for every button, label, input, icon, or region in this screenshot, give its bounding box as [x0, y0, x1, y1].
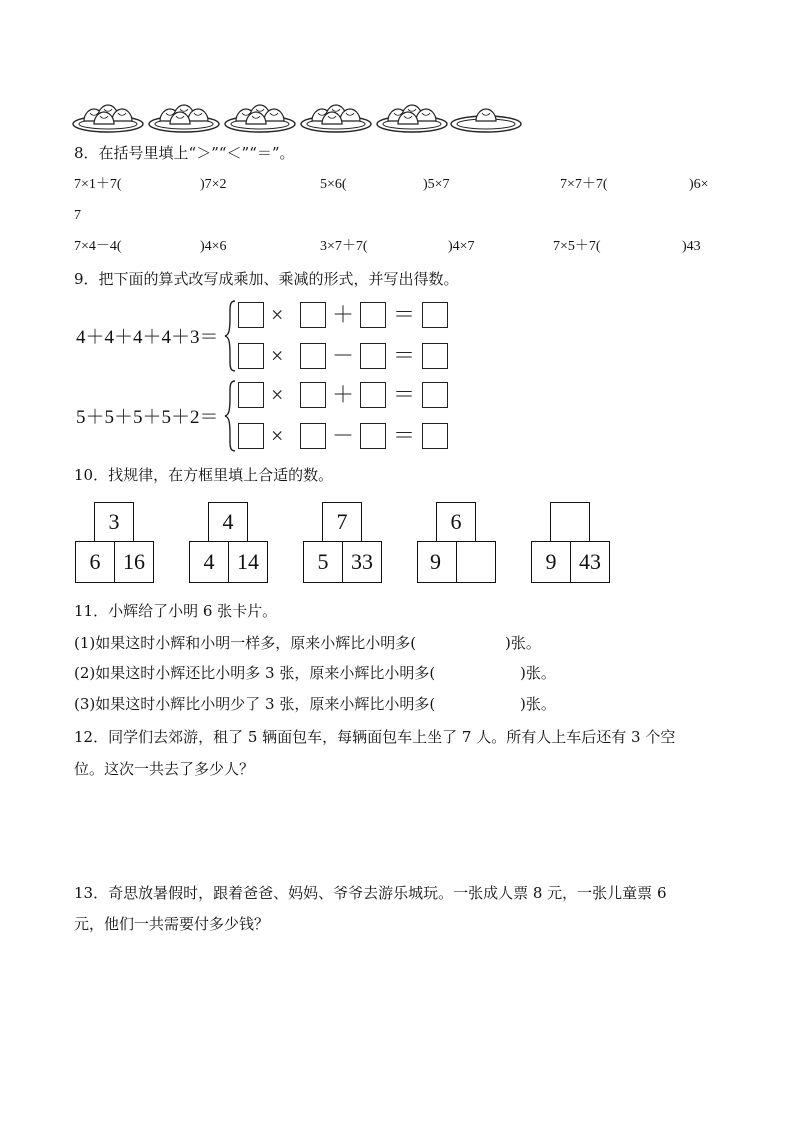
- q9-g1-r1-box-2[interactable]: [300, 302, 326, 328]
- q9-g1-r1-op-2: ＋: [332, 302, 355, 327]
- q11-item-3-tail: )张。: [520, 695, 556, 713]
- pyramid-2-right: 14: [228, 541, 268, 583]
- q9-g2-r2-box-3[interactable]: [360, 423, 386, 449]
- q8-r1-c3-right: )6×: [689, 177, 709, 192]
- number-pyramid-2: [189, 502, 273, 584]
- q8-r2-c1-left: 7×4－4(: [74, 239, 122, 254]
- q12-line-1: 12．同学们去郊游，租了 5 辆面包车，每辆面包车上坐了 7 人。所有人上车后还有 3 个空: [74, 728, 676, 746]
- q8-r2-c2-right: )4×7: [448, 239, 475, 254]
- pyramid-5-top-blank[interactable]: [550, 502, 590, 542]
- q9-g2-r2-op-1: ×: [271, 423, 284, 448]
- pyramid-5-left: 9: [531, 541, 571, 583]
- q8-r2-c2-left: 3×7＋7(: [320, 239, 368, 254]
- plate-3: [225, 105, 295, 132]
- plate-6: [451, 109, 521, 132]
- q8-r1-c1-left: 7×1＋7(: [74, 177, 122, 192]
- q9-g2-r1-op-2: ＋: [332, 382, 355, 407]
- q9-title: 9．把下面的算式改写成乘加、乘减的形式，并写出得数。: [74, 270, 459, 288]
- q9-g2-r2-box-4[interactable]: [422, 423, 448, 449]
- number-pyramid-3: [303, 502, 387, 584]
- pyramid-3-left: 5: [303, 541, 343, 583]
- pyramid-4-right-blank[interactable]: [456, 541, 496, 583]
- q13-line-2: 元，他们一共需要付多少钱？: [74, 915, 270, 933]
- q8-title: 8．在括号里填上“＞”“＜”“＝”。: [74, 144, 295, 162]
- q8-r1-c3-left: 7×7＋7(: [560, 177, 608, 192]
- q9-g2-r1-op-1: ×: [271, 382, 284, 407]
- pyramid-4-top: 6: [436, 502, 476, 542]
- q9-expr-1: 4＋4＋4＋4＋3＝: [76, 327, 219, 348]
- q8-r1-c2-left: 5×6(: [320, 177, 347, 192]
- q8-r2-c3-right: )43: [682, 239, 701, 254]
- q9-g2-r2-op-3: ＝: [393, 423, 416, 448]
- q8-r2-c3-left: 7×5＋7(: [553, 239, 601, 254]
- q9-g1-r2-box-3[interactable]: [360, 343, 386, 369]
- q9-g1-r2-box-2[interactable]: [300, 343, 326, 369]
- q9-g2-r1-box-2[interactable]: [300, 382, 326, 408]
- q9-g1-r1-op-3: ＝: [393, 302, 416, 327]
- q9-g1-r2-op-3: ＝: [393, 343, 416, 368]
- number-pyramid-4: [417, 502, 501, 584]
- plate-1: [73, 105, 143, 132]
- q8-r2-c1-right: )4×6: [200, 239, 227, 254]
- pyramid-5-right: 43: [570, 541, 610, 583]
- q9-g1-r2-op-1: ×: [271, 343, 284, 368]
- q11-item-3: (3)如果这时小辉比小明少了 3 张，原来小辉比小明多(: [74, 695, 436, 713]
- q9-g2-r2-box-2[interactable]: [300, 423, 326, 449]
- q9-g1-r1-box-4[interactable]: [422, 302, 448, 328]
- pyramid-3-right: 33: [342, 541, 382, 583]
- q9-g2-r1-box-4[interactable]: [422, 382, 448, 408]
- pyramid-1-left: 6: [75, 541, 115, 583]
- curly-brace-icon: [224, 300, 236, 372]
- plate-2: [149, 105, 219, 132]
- q11-title: 11．小辉给了小明 6 张卡片。: [74, 602, 278, 620]
- pyramid-1-top: 3: [94, 502, 134, 542]
- q11-item-1: (1)如果这时小辉和小明一样多，原来小辉比小明多(: [74, 634, 417, 652]
- q11-item-1-tail: )张。: [505, 634, 541, 652]
- q9-g2-r1-box-1[interactable]: [238, 382, 264, 408]
- pyramid-3-top: 7: [322, 502, 362, 542]
- q9-group-1: [76, 298, 456, 376]
- q8-r1-c1-right: )7×2: [200, 177, 227, 192]
- q12-line-2: 位。这次一共去了多少人？: [74, 760, 255, 778]
- pyramid-4-left: 9: [417, 541, 457, 583]
- q9-g2-r2-box-1[interactable]: [238, 423, 264, 449]
- dumpling-plates-illustration: [72, 98, 522, 134]
- q9-g2-r2-op-2: －: [332, 423, 355, 448]
- q13-line-1: 13．奇思放暑假时，跟着爸爸、妈妈、爷爷去游乐城玩。一张成人票 8 元，一张儿童票 6: [74, 884, 667, 902]
- q9-g1-r1-box-3[interactable]: [360, 302, 386, 328]
- q11-item-2: (2)如果这时小辉还比小明多 3 张，原来小辉比小明多(: [74, 664, 436, 682]
- q8-r1-c2-right: )5×7: [423, 177, 450, 192]
- q9-g2-r1-box-3[interactable]: [360, 382, 386, 408]
- q9-group-2: [76, 378, 456, 456]
- q9-expr-2: 5＋5＋5＋5＋2＝: [76, 407, 219, 428]
- number-pyramid-5: [531, 502, 615, 584]
- q10-title: 10．找规律，在方框里填上合适的数。: [74, 466, 334, 484]
- q9-g1-r1-op-1: ×: [271, 302, 284, 327]
- curly-brace-icon: [224, 380, 236, 452]
- q9-g1-r1-box-1[interactable]: [238, 302, 264, 328]
- q9-g2-r1-op-3: ＝: [393, 382, 416, 407]
- q9-g1-r2-box-1[interactable]: [238, 343, 264, 369]
- pyramid-1-right: 16: [114, 541, 154, 583]
- q9-g1-r2-box-4[interactable]: [422, 343, 448, 369]
- pyramid-2-top: 4: [208, 502, 248, 542]
- plate-5: [377, 105, 447, 132]
- plate-4: [301, 105, 371, 132]
- q11-item-2-tail: )张。: [520, 664, 556, 682]
- pyramid-2-left: 4: [189, 541, 229, 583]
- q8-r1-wrap: 7: [74, 208, 81, 223]
- q9-g1-r2-op-2: －: [332, 343, 355, 368]
- number-pyramid-1: [75, 502, 159, 584]
